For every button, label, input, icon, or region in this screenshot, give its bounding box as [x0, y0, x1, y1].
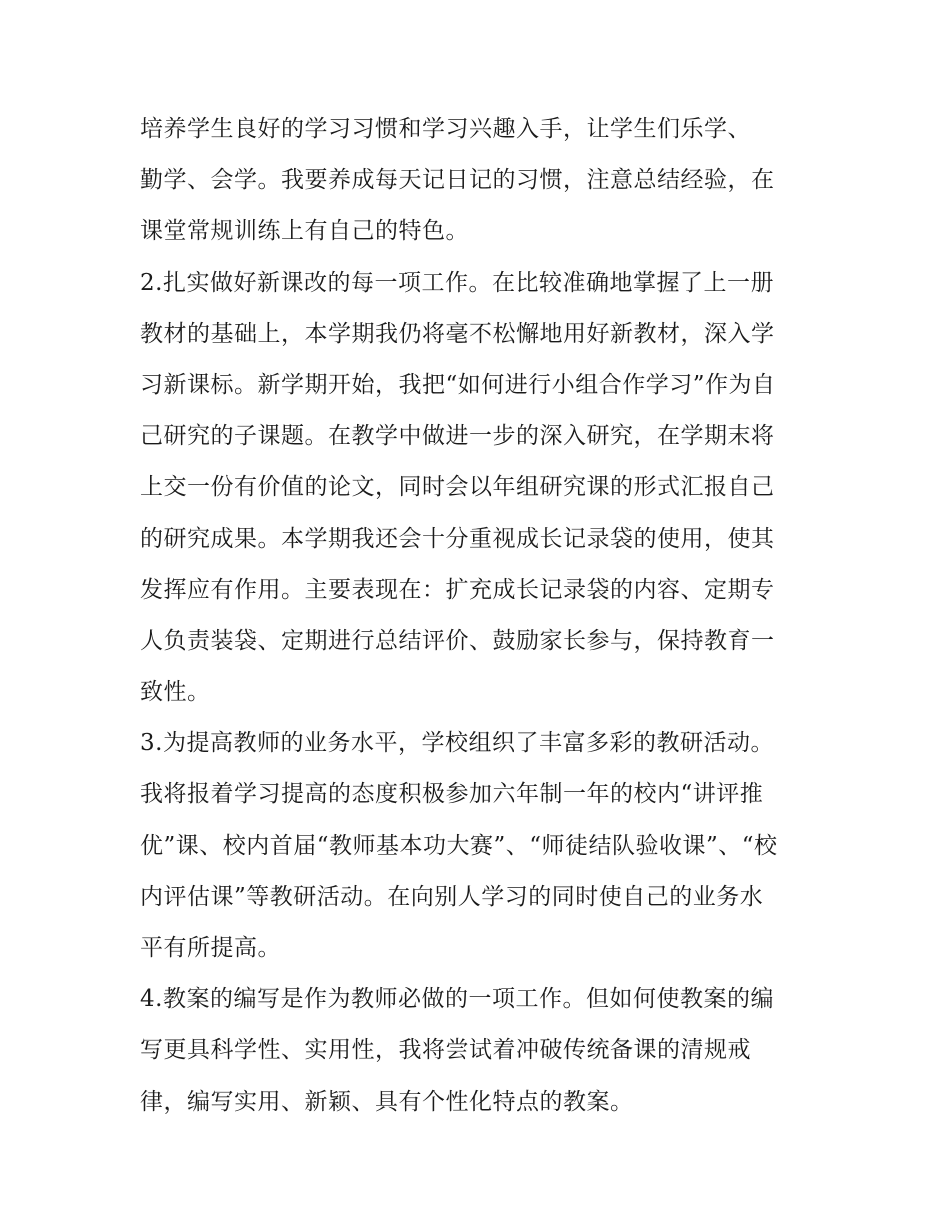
text-line: 2.扎实做好新课改的每一项工作。在比较准确地掌握了上一册: [140, 269, 774, 296]
text-line: 教材的基础上，本学期我仍将毫不松懈地用好新教材，深入学: [140, 320, 775, 347]
text-line: 习新课标。新学期开始，我把“如何进行小组合作学习”作为自: [140, 371, 776, 398]
text-line: 4.教案的编写是作为教师必做的一项工作。但如何使教案的编: [140, 986, 774, 1013]
body-text: [140, 104, 820, 1128]
text-line: 己研究的子课题。在教学中做进一步的深入研究，在学期末将: [140, 423, 775, 450]
text-line: 内评估课”等教研活动。在向别人学习的同时使自己的业务水: [140, 883, 764, 910]
text-line: 的研究成果。本学期我还会十分重视成长记录袋的使用，使其: [140, 525, 775, 552]
text-line: 勤学、会学。我要养成每天记日记的习惯，注意总结经验，在: [140, 167, 775, 194]
text-line: 人负责装袋、定期进行总结评价、鼓励家长参与，保持教育一: [140, 627, 775, 654]
text-line: 致性。: [140, 679, 211, 706]
text-line: 平有所提高。: [140, 935, 281, 961]
text-line: 优”课、校内首届“教师基本功大赛”、“师徒结队验收课”、“校: [140, 832, 778, 859]
text-line: 上交一份有价值的论文，同时会以年组研究课的形式汇报自己: [140, 474, 775, 501]
text-line: 3.为提高教师的业务水平，学校组织了丰富多彩的教研活动。: [140, 730, 774, 757]
text-line: 培养学生良好的学习习惯和学习兴趣入手，让学生们乐学、: [140, 116, 751, 142]
text-line: 我将报着学习提高的态度积极参加六年制一年的校内“讲评推: [140, 781, 764, 808]
text-line: 课堂常规训练上有自己的特色。: [140, 218, 469, 245]
text-line: 发挥应有作用。主要表现在：扩充成长记录袋的内容、定期专: [140, 576, 775, 603]
text-line: 律，编写实用、新颖、具有个性化特点的教案。: [140, 1088, 634, 1115]
text-line: 写更具科学性、实用性，我将尝试着冲破传统备课的清规戒: [140, 1037, 751, 1064]
